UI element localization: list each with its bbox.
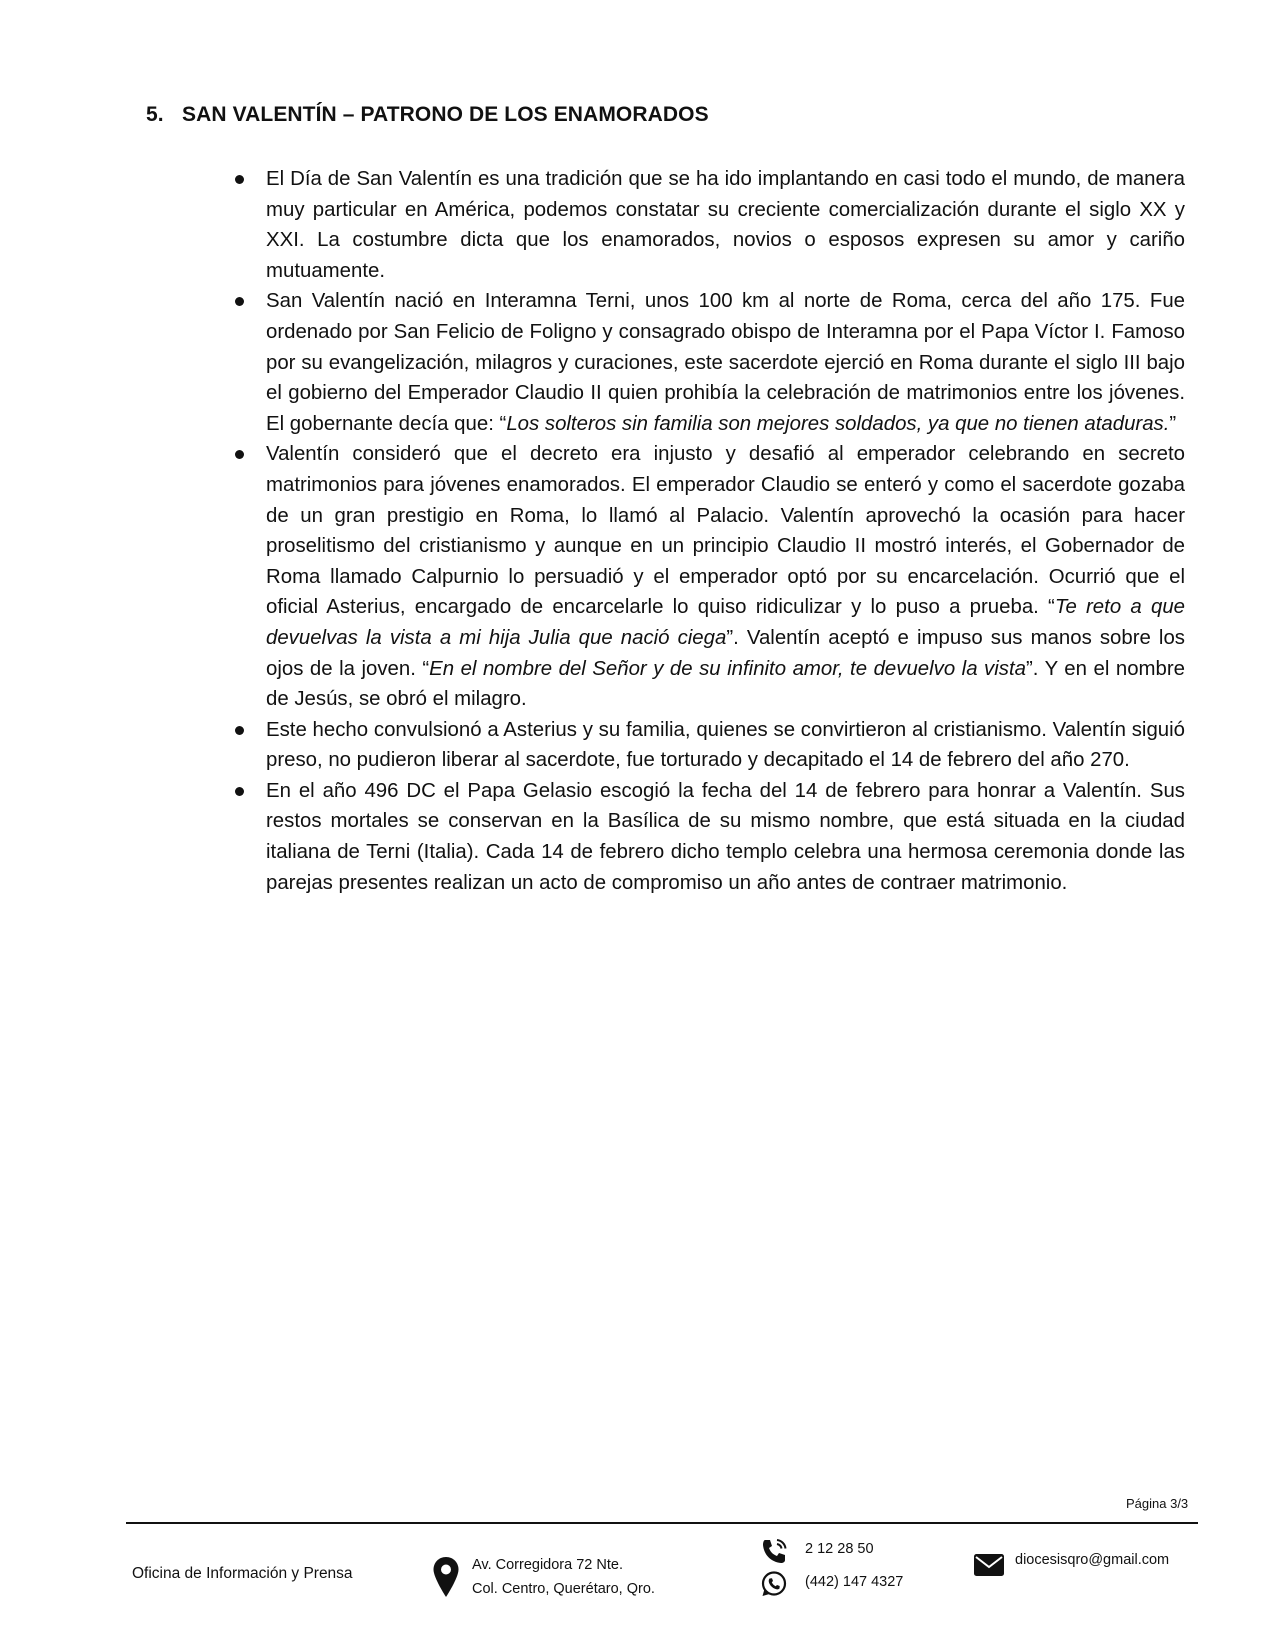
item-quote-2: En el nombre del Señor y de su infinito amor, te devuelvo la vista (429, 657, 1026, 680)
address-line-2: Col. Centro, Querétaro, Qro. (472, 1581, 655, 1597)
item-text: El Día de San Valentín es una tradición que se ha ido implantando en casi todo el mundo, de manera muy particular en América, podemos constatar su creciente comercialización durante el siglo XX y XXI. La costumbre dicta que los enamorados, novios o esposos expresen su amor y cariño mutuamente. (266, 168, 1185, 282)
whatsapp-icon (760, 1570, 788, 1598)
phone-icon (760, 1537, 790, 1567)
whatsapp-number: (442) 147 4327 (805, 1574, 904, 1590)
item-text-middle: ”. Valentín aceptó e impuso sus manos sobre los ojos de la joven. “ (266, 626, 1185, 680)
item-quote: Los solteros sin familia son mejores soldados, ya que no tienen ataduras. (506, 412, 1170, 435)
section-number: 5. (146, 103, 164, 126)
item-text-end: ” (1169, 412, 1177, 435)
address-line-1: Av. Corregidora 72 Nte. (472, 1557, 623, 1573)
item-text: San Valentín nació en Interamna Terni, unos 100 km al norte de Roma, cerca del año 175. Fue ordenado por San Felicio de Foligno y consagrado obispo de Interamna por el Papa Víctor I. Famoso por su evangelización, milagros y curaciones, este sacerdote ejerció en Roma durante el siglo III bajo el gobierno del Emperador Claudio II quien prohibía la celebración de matrimonios entre los jóvenes. El gobernante decía que: “ (266, 290, 1185, 435)
address (472, 1553, 655, 1601)
list-item (235, 715, 1185, 776)
section-heading (146, 103, 709, 127)
bullet-icon (235, 787, 244, 796)
envelope-icon (973, 1553, 1005, 1577)
item-text: Este hecho convulsionó a Asterius y su familia, quienes se convirtieron al cristianismo. Valentín siguió preso, no pudieron liberar al sacerdote, fue torturado y decapitado el 14 de febrero del año 270. (266, 718, 1185, 772)
list-item (235, 164, 1185, 286)
footer-divider (126, 1522, 1198, 1524)
office-name: Oficina de Información y Prensa (132, 1565, 353, 1582)
list-item (235, 286, 1185, 439)
item-text: Valentín consideró que el decreto era injusto y desafió al emperador celebrando en secreto matrimonios para jóvenes enamorados. El emperador Claudio se enteró y como el sacerdote gozaba de un gran prestigio en Roma, lo llamó al Palacio. Valentín aprovechó la ocasión para hacer proselitismo del cristianismo y aunque en un principio Claudio II mostró interés, el Gobernador de Roma llamado Calpurnio lo persuadió y el emperador optó por su encarcelación. Ocurrió que el oficial Asterius, encargado de encarcelarle lo quiso ridiculizar y lo puso a prueba. “ (266, 443, 1185, 619)
list-item (235, 439, 1185, 714)
item-quote: Te reto a que devuelvas la vista a mi hija Julia que nació ciega (266, 596, 1185, 649)
page-number: Página 3/3 (1126, 1496, 1189, 1511)
item-text-end: ”. Y en el nombre de Jesús, se obró el milagro. (266, 657, 1185, 711)
email-address: diocesisqro@gmail.com (1015, 1552, 1170, 1568)
phone-number: 2 12 28 50 (805, 1541, 874, 1557)
bullet-icon (235, 726, 244, 735)
bullet-icon (235, 175, 244, 184)
bullet-list (235, 164, 1185, 898)
list-item (235, 776, 1185, 898)
location-pin-icon (432, 1556, 460, 1598)
section-title: SAN VALENTÍN – PATRONO DE LOS ENAMORADOS (182, 103, 709, 126)
bullet-icon (235, 450, 244, 459)
bullet-icon (235, 297, 244, 306)
item-text: En el año 496 DC el Papa Gelasio escogió la fecha del 14 de febrero para honrar a Valentín. Sus restos mortales se conservan en la Basílica de su mismo nombre, que está situada en la ciudad italiana de Terni (Italia). Cada 14 de febrero dicho templo celebra una hermosa ceremonia donde las parejas presentes realizan un acto de compromiso un año antes de contraer matrimonio. (266, 779, 1185, 894)
